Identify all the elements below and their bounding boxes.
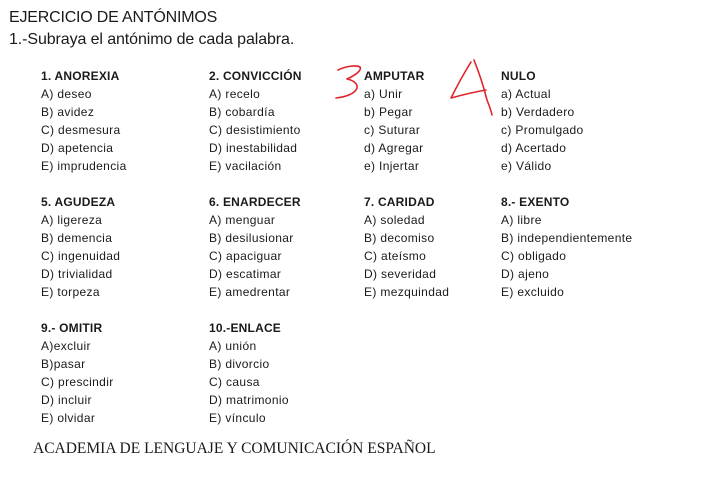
answer-option: C) ateísmo <box>364 249 427 263</box>
answer-option: C) desistimiento <box>209 123 301 137</box>
answer-option: b) Verdadero <box>501 105 575 119</box>
answer-option: A) deseo <box>41 87 92 101</box>
answer-option: B)pasar <box>41 357 86 371</box>
answer-option: B) divorcio <box>209 357 270 371</box>
question-heading: 6. ENARDECER <box>209 195 301 209</box>
question-block <box>209 67 369 175</box>
answer-option: B) decomiso <box>364 231 435 245</box>
question-heading: 2. CONVICCIÓN <box>209 69 302 83</box>
answer-option: B) independientemente <box>501 231 633 245</box>
answer-option: d) Acertado <box>501 141 567 155</box>
answer-option: E) amedrentar <box>209 285 291 299</box>
answer-option: D) incluir <box>41 393 92 407</box>
answer-option: a) Unir <box>364 87 403 101</box>
question-block <box>364 193 524 301</box>
question-heading: NULO <box>501 69 536 83</box>
question-block <box>41 193 201 301</box>
answer-option: b) Pegar <box>364 105 413 119</box>
answer-option: a) Actual <box>501 87 551 101</box>
answer-option: C) apaciguar <box>209 249 282 263</box>
answer-option: C) desmesura <box>41 123 121 137</box>
answer-option: E) imprudencia <box>41 159 127 173</box>
question-heading: 7. CARIDAD <box>364 195 435 209</box>
answer-option: D) severidad <box>364 267 437 281</box>
answer-option: C) causa <box>209 375 260 389</box>
answer-option: E) torpeza <box>41 285 100 299</box>
question-block <box>501 193 661 301</box>
question-block <box>209 193 369 301</box>
answer-option: c) Suturar <box>364 123 421 137</box>
question-heading: 10.-ENLACE <box>209 321 282 335</box>
question-heading: 1. ANOREXIA <box>41 69 120 83</box>
answer-option: C) ingenuidad <box>41 249 121 263</box>
answer-option: D) ajeno <box>501 267 550 281</box>
answer-option: A) recelo <box>209 87 261 101</box>
answer-option: D) apetencia <box>41 141 114 155</box>
answer-option: D) inestabilidad <box>209 141 298 155</box>
answer-option: B) avidez <box>41 105 95 119</box>
question-block <box>209 319 369 427</box>
question-heading: 8.- EXENTO <box>501 195 570 209</box>
answer-option: A) menguar <box>209 213 276 227</box>
answer-option: D) trivialidad <box>41 267 113 281</box>
answer-option: C) obligado <box>501 249 567 263</box>
answer-option: A)excluir <box>41 339 91 353</box>
question-block <box>364 67 524 175</box>
footer-academy-name: ACADEMIA DE LENGUAJE Y COMUNICACIÓN ESPAÑOL <box>33 440 436 457</box>
question-heading: 5. AGUDEZA <box>41 195 116 209</box>
answer-option: E) mezquindad <box>364 285 450 299</box>
answer-option: C) prescindir <box>41 375 114 389</box>
answer-option: e) Válido <box>501 159 552 173</box>
answer-option: B) cobardía <box>209 105 275 119</box>
answer-option: E) vínculo <box>209 411 266 425</box>
page-title: EJERCICIO DE ANTÓNIMOS <box>9 9 218 26</box>
answer-option: B) demencia <box>41 231 113 245</box>
answer-option: A) libre <box>501 213 542 227</box>
answer-option: A) soledad <box>364 213 425 227</box>
answer-option: d) Agregar <box>364 141 424 155</box>
answer-option: B) desilusionar <box>209 231 294 245</box>
answer-option: e) Injertar <box>364 159 420 173</box>
instruction-text: 1.-Subraya el antónimo de cada palabra. <box>9 31 295 48</box>
answer-option: D) escatimar <box>209 267 282 281</box>
question-heading: 9.- OMITIR <box>41 321 103 335</box>
question-block <box>41 319 201 427</box>
answer-option: E) excluido <box>501 285 565 299</box>
answer-option: D) matrimonio <box>209 393 289 407</box>
answer-option: E) vacilación <box>209 159 282 173</box>
answer-option: E) olvidar <box>41 411 96 425</box>
answer-option: A) ligereza <box>41 213 103 227</box>
question-heading: AMPUTAR <box>364 69 425 83</box>
answer-option: c) Promulgado <box>501 123 584 137</box>
answer-option: A) unión <box>209 339 257 353</box>
question-block <box>41 67 201 175</box>
question-block <box>501 67 661 175</box>
